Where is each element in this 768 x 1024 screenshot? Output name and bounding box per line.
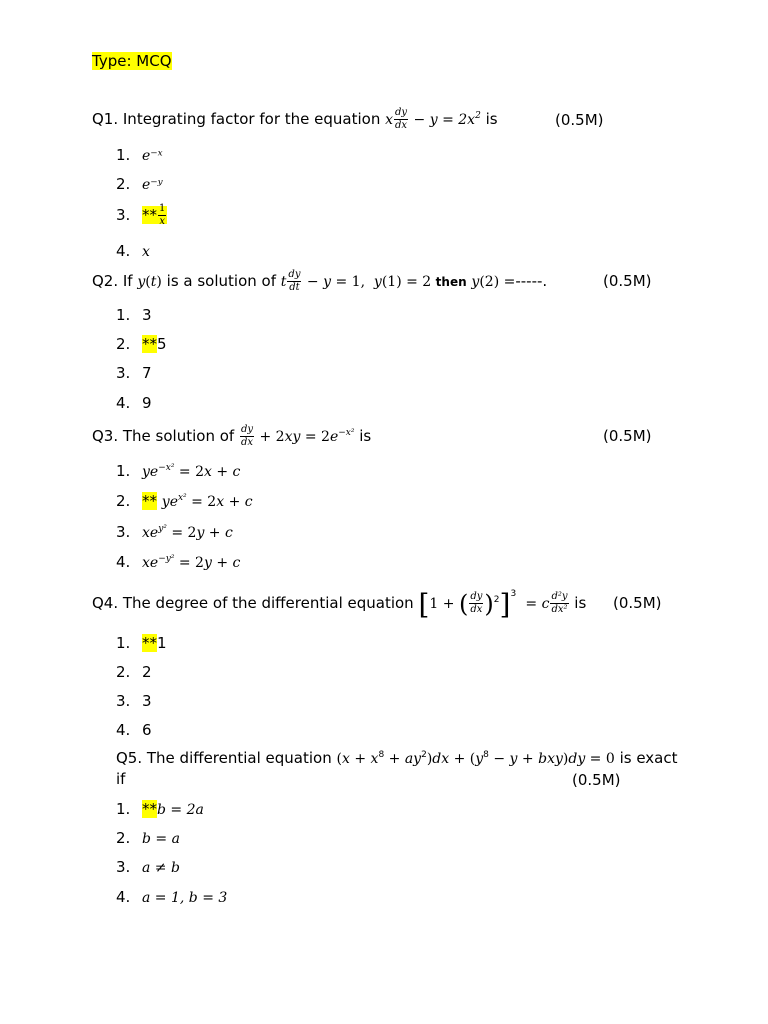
q1-option-2[interactable]: 2. e⁻ʸ <box>116 175 163 193</box>
q5-option-4[interactable]: 4. a = 1, b = 3 <box>116 888 228 906</box>
q3-marks: (0.5M) <box>603 427 652 445</box>
q5-marks: (0.5M) <box>572 771 621 789</box>
q2-option-3[interactable]: 3. 7 <box>116 364 152 382</box>
q3-option-4[interactable]: 4. $xe^{-y^2} = 2y + c$ <box>116 553 241 571</box>
correct-marker: ** <box>142 335 157 353</box>
q2-option-1[interactable]: 1. 3 <box>116 306 152 324</box>
q1-prefix: Q1. Integrating factor for the equation <box>92 110 381 128</box>
type-label: Type: MCQ <box>92 52 172 70</box>
question-4: Q4. The degree of the differential equation [1 + ( $\frac{dy}{dx}$ )$^2$]$^3$ = c $\frac{\text{d²y}}{\text{dx²}}$ is <box>92 588 587 621</box>
q1-dy-dx: $\frac{dy}{dx}$ <box>395 107 408 131</box>
q4-option-3[interactable]: 3. 3 <box>116 692 152 710</box>
q1-option-4[interactable]: 4. x <box>116 242 150 260</box>
correct-marker: ** <box>142 634 157 652</box>
question-3: Q3. The solution of $\frac{dy}{dx}$ + $2xy = 2e^{-x^2}$ is <box>92 424 372 448</box>
q4-option-4[interactable]: 4. 6 <box>116 721 152 739</box>
q1-option-1[interactable]: 1. e⁻ˣ <box>116 146 163 164</box>
q5-option-1[interactable]: 1. **b = 2a <box>116 800 204 818</box>
q1-suffix: is <box>485 110 498 128</box>
q3-option-2[interactable]: 2. ** $ye^{x^2} = 2x + c$ <box>116 492 253 510</box>
q2-marks: (0.5M) <box>603 272 652 290</box>
q2-option-4[interactable]: 4. 9 <box>116 394 152 412</box>
q4-option-2[interactable]: 2. 2 <box>116 663 152 681</box>
question-1: Q1. Integrating factor for the equation x $\frac{dy}{dx}$ − $y = 2x^2$ is <box>92 107 498 131</box>
q5-option-3[interactable]: 3. a ≠ b <box>116 858 180 876</box>
correct-marker: ** <box>142 206 157 224</box>
correct-marker: ** <box>142 800 157 818</box>
q1-option-3[interactable]: 3. ** $\frac{1}{x}$ <box>116 203 166 227</box>
question-2: Q2. If y(t) is a solution of t $\frac{dy}{dt}$ − y = 1, y(1) = 2 then y(2) =-----. <box>92 269 548 293</box>
q4-marks: (0.5M) <box>613 594 662 612</box>
q3-option-1[interactable]: 1. $ye^{-x^2} = 2x + c$ <box>116 462 241 480</box>
q3-option-3[interactable]: 3. $xe^{y^2} = 2y + c$ <box>116 523 233 541</box>
q5-option-2[interactable]: 2. b = a <box>116 829 180 847</box>
q1-equation: x <box>385 112 394 128</box>
q1-marks: (0.5M) <box>555 111 604 129</box>
q2-option-2[interactable]: 2. **5 <box>116 335 167 353</box>
correct-marker: ** <box>142 492 157 510</box>
q4-option-1[interactable]: 1. **1 <box>116 634 167 652</box>
question-5: Q5. The differential equation $(x + x^8 + ay^2)dx + (y^8 - y + bxy)dy = 0$ is exact <box>116 749 678 767</box>
q5-line2: if <box>116 770 126 788</box>
